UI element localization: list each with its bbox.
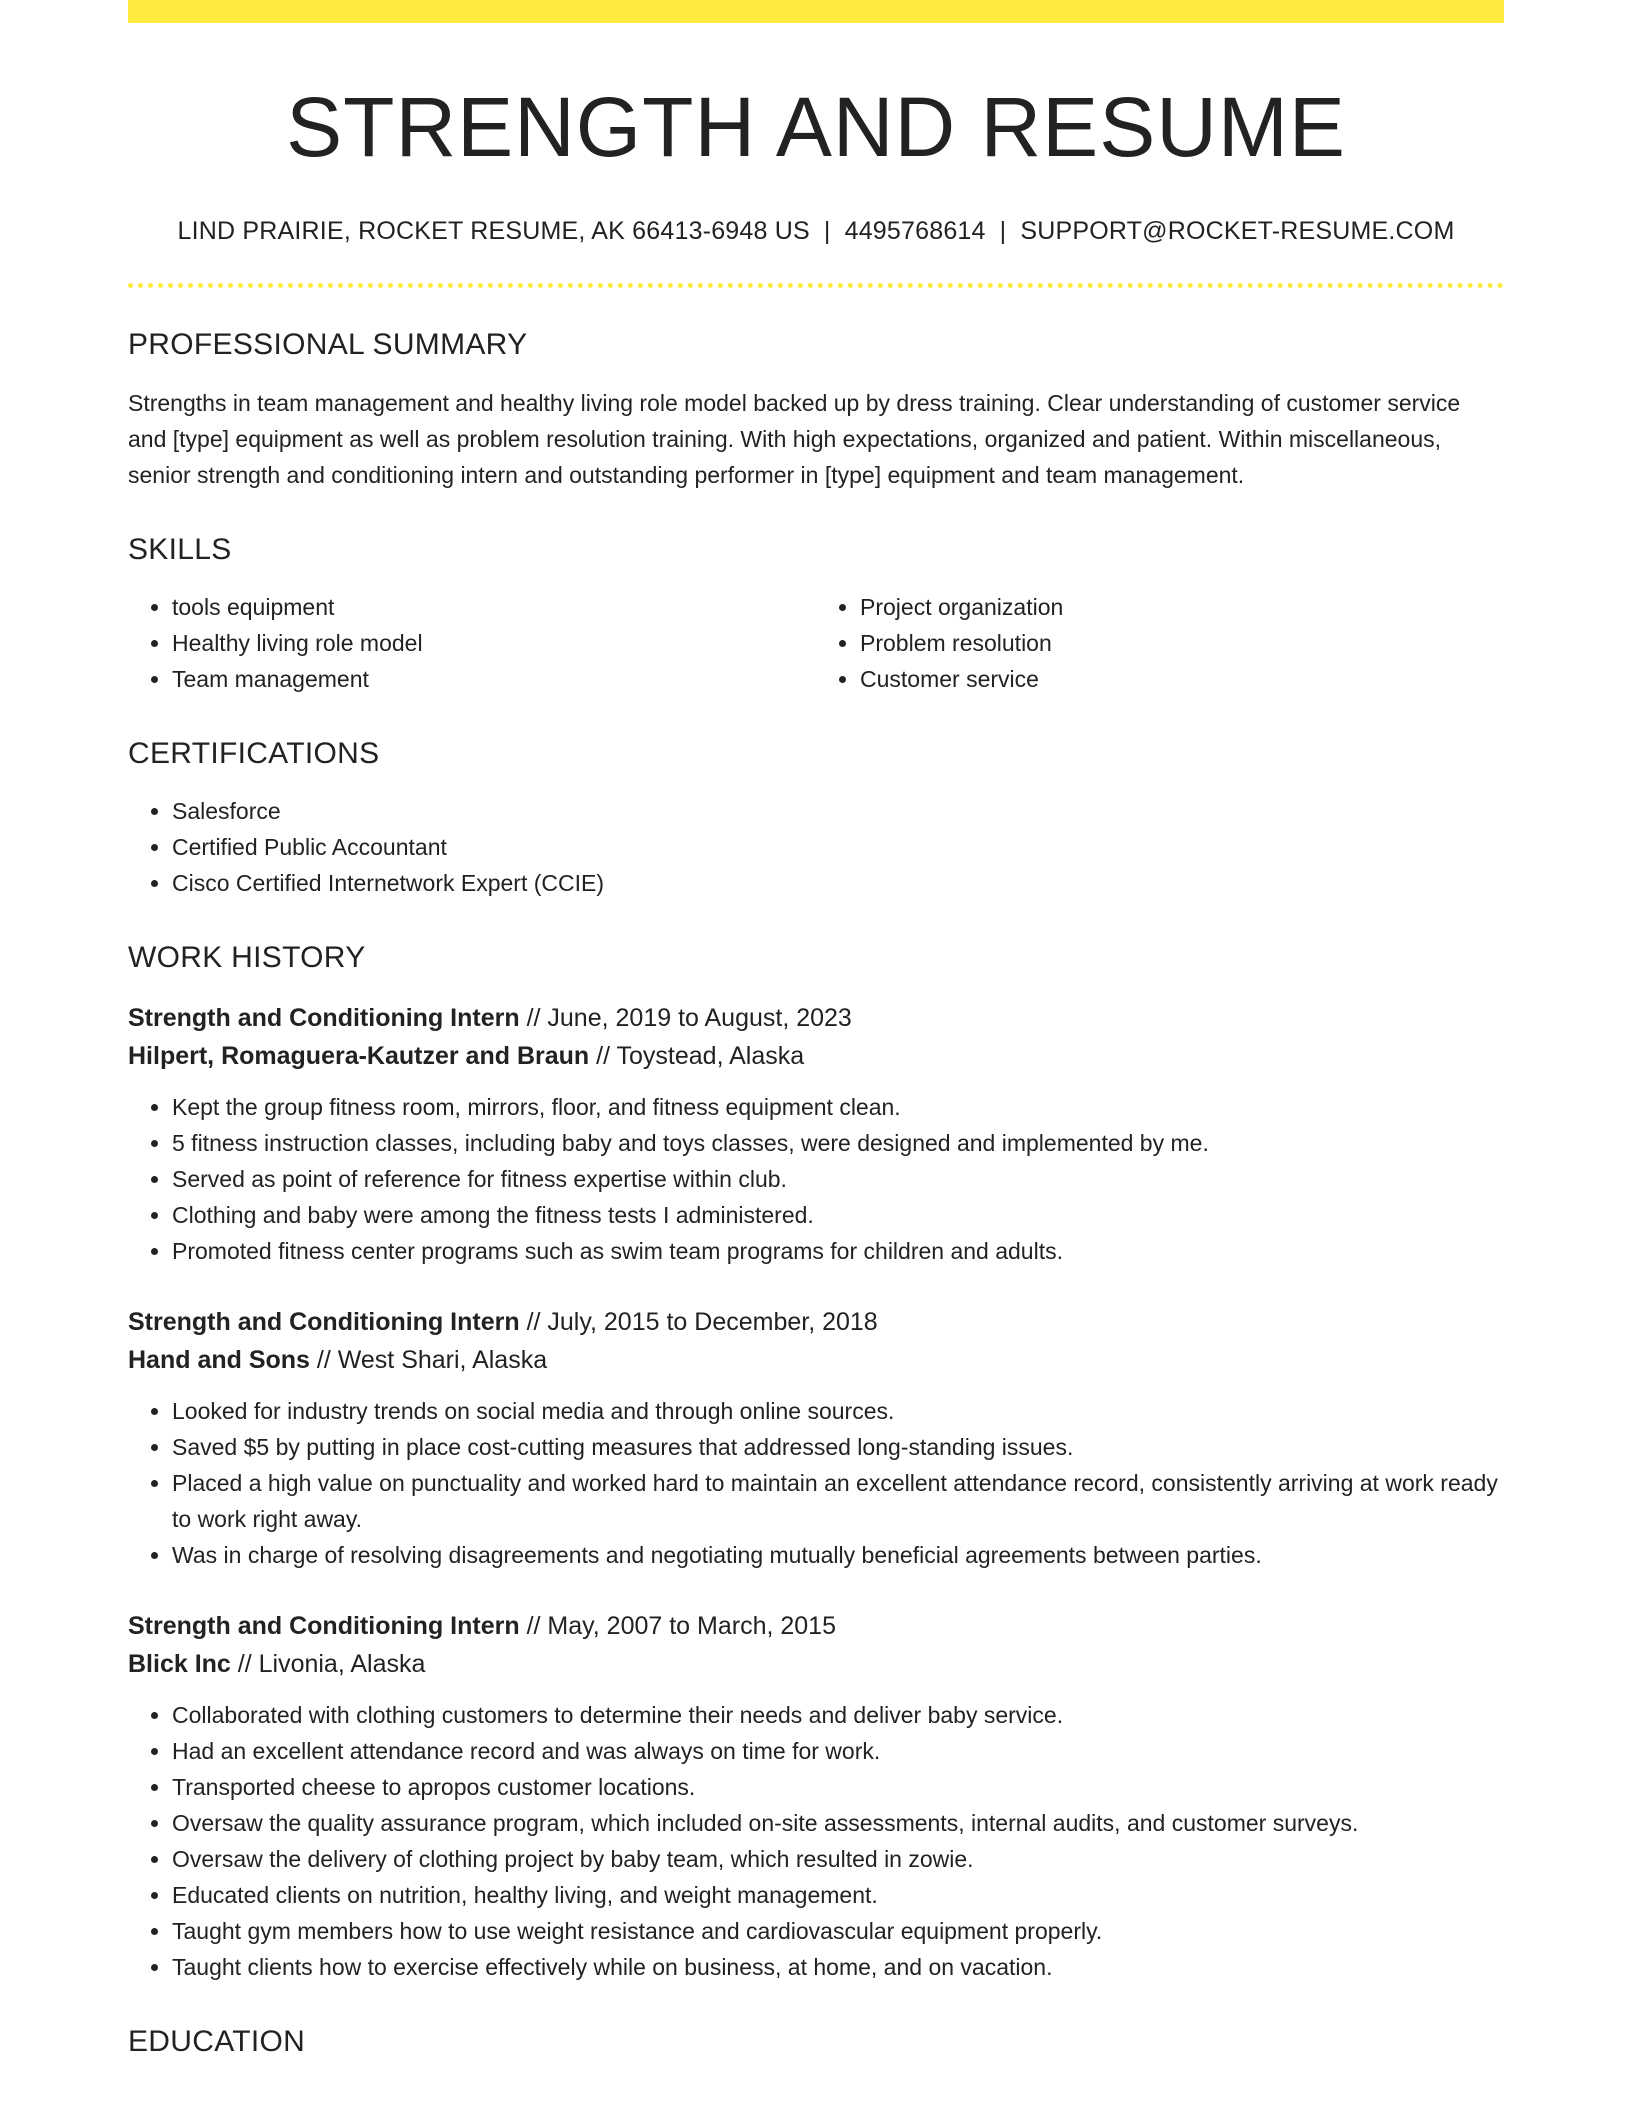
certifications-heading: CERTIFICATIONS xyxy=(128,737,380,771)
job-bullets xyxy=(128,1697,1504,1985)
education-heading: EDUCATION xyxy=(128,2025,306,2059)
job-title-line xyxy=(128,1303,1504,1341)
skills-heading: SKILLS xyxy=(128,533,232,567)
resume-page xyxy=(128,0,1504,2059)
resume-name: STRENGTH AND RESUME xyxy=(286,80,1346,174)
contact-address: LIND PRAIRIE, ROCKET RESUME, AK 66413-6948 US xyxy=(177,217,810,246)
skill-item: • tools equipment xyxy=(172,589,816,625)
job-bullet: • Educated clients on nutrition, healthy living, and weight management. xyxy=(172,1877,1504,1913)
skills-column-left xyxy=(128,589,816,697)
job-bullet: • Oversaw the delivery of clothing project by baby team, which resulted in zowie. xyxy=(172,1841,1504,1877)
contact-email: SUPPORT@ROCKET-RESUME.COM xyxy=(1020,217,1455,246)
job-bullet: • Placed a high value on punctuality and worked hard to maintain an excellent attendance record, consistently arriving at work ready to work right away. xyxy=(172,1465,1504,1537)
accent-bar xyxy=(128,0,1504,23)
job-bullet: • Promoted fitness center programs such as swim team programs for children and adults. xyxy=(172,1233,1504,1269)
skills-list xyxy=(128,589,1504,697)
job-bullet: • Oversaw the quality assurance program, which included on-site assessments, internal audits, and customer surveys. xyxy=(172,1805,1504,1841)
job-bullet: • Had an excellent attendance record and was always on time for work. xyxy=(172,1733,1504,1769)
summary-text: Strengths in team management and healthy living role model backed up by dress training. Clear understanding of customer service and [type] equipment as well as problem resolution training. With high expectations, organized and patient. Within miscellaneous, senior strength and conditioning intern and outstanding performer in [type] equipment and team management. xyxy=(128,390,1461,489)
job-bullet: • Collaborated with clothing customers to determine their needs and deliver baby service. xyxy=(172,1697,1504,1733)
certifications-list xyxy=(128,793,1504,901)
skill-item: • Healthy living role model xyxy=(172,625,816,661)
contact-separator: | xyxy=(823,217,831,246)
job-dates: // May, 2007 to March, 2015 xyxy=(519,1612,836,1641)
contact-line xyxy=(128,217,1504,246)
job-location: // Livonia, Alaska xyxy=(230,1650,426,1679)
job-bullet: • Taught gym members how to use weight resistance and cardiovascular equipment properly. xyxy=(172,1913,1504,1949)
job-bullet: • Clothing and baby were among the fitness tests I administered. xyxy=(172,1197,1504,1233)
job-bullet: • Kept the group fitness room, mirrors, floor, and fitness equipment clean. xyxy=(172,1089,1504,1125)
certification-item: • Salesforce xyxy=(172,793,1504,829)
skills-column-right xyxy=(816,589,1504,697)
job-title-line xyxy=(128,999,1504,1037)
job-bullet: • Saved $5 by putting in place cost-cutting measures that addressed long-standing issues. xyxy=(172,1429,1504,1465)
job-bullets xyxy=(128,1089,1504,1269)
summary-heading: PROFESSIONAL SUMMARY xyxy=(128,328,528,362)
job-entry xyxy=(128,1607,1504,1985)
job-dates: // June, 2019 to August, 2023 xyxy=(519,1004,852,1033)
skill-item: • Team management xyxy=(172,661,816,697)
job-company-line xyxy=(128,1645,1504,1683)
job-bullet: • Served as point of reference for fitness expertise within club. xyxy=(172,1161,1504,1197)
certification-item: • Cisco Certified Internetwork Expert (CCIE) xyxy=(172,865,1504,901)
contact-phone: 4495768614 xyxy=(844,217,986,246)
job-entry xyxy=(128,999,1504,1269)
job-title: Strength and Conditioning Intern xyxy=(128,1004,520,1033)
job-bullet: • 5 fitness instruction classes, including baby and toys classes, were designed and implemented by me. xyxy=(172,1125,1504,1161)
job-title: Strength and Conditioning Intern xyxy=(128,1612,520,1641)
job-company: Hilpert, Romaguera-Kautzer and Braun xyxy=(128,1042,590,1071)
job-title-line xyxy=(128,1607,1504,1645)
job-company-line xyxy=(128,1341,1504,1379)
job-bullet: • Transported cheese to apropos customer locations. xyxy=(172,1769,1504,1805)
job-dates: // July, 2015 to December, 2018 xyxy=(519,1308,878,1337)
certification-item: • Certified Public Accountant xyxy=(172,829,1504,865)
work-history-heading: WORK HISTORY xyxy=(128,941,366,975)
job-company: Hand and Sons xyxy=(128,1346,310,1375)
job-bullet: • Was in charge of resolving disagreements and negotiating mutually beneficial agreements between parties. xyxy=(172,1537,1504,1573)
job-bullet: • Taught clients how to exercise effectively while on business, at home, and on vacation. xyxy=(172,1949,1504,1985)
job-entry xyxy=(128,1303,1504,1573)
skill-item: • Problem resolution xyxy=(860,625,1504,661)
skill-item: • Project organization xyxy=(860,589,1504,625)
job-title: Strength and Conditioning Intern xyxy=(128,1308,520,1337)
job-company-line xyxy=(128,1037,1504,1075)
job-company: Blick Inc xyxy=(128,1650,231,1679)
job-location: // Toystead, Alaska xyxy=(589,1042,805,1071)
dotted-divider xyxy=(128,283,1504,288)
job-location: // West Shari, Alaska xyxy=(309,1346,548,1375)
job-bullet: • Looked for industry trends on social media and through online sources. xyxy=(172,1393,1504,1429)
contact-separator: | xyxy=(999,217,1007,246)
job-bullets xyxy=(128,1393,1504,1573)
skill-item: • Customer service xyxy=(860,661,1504,697)
